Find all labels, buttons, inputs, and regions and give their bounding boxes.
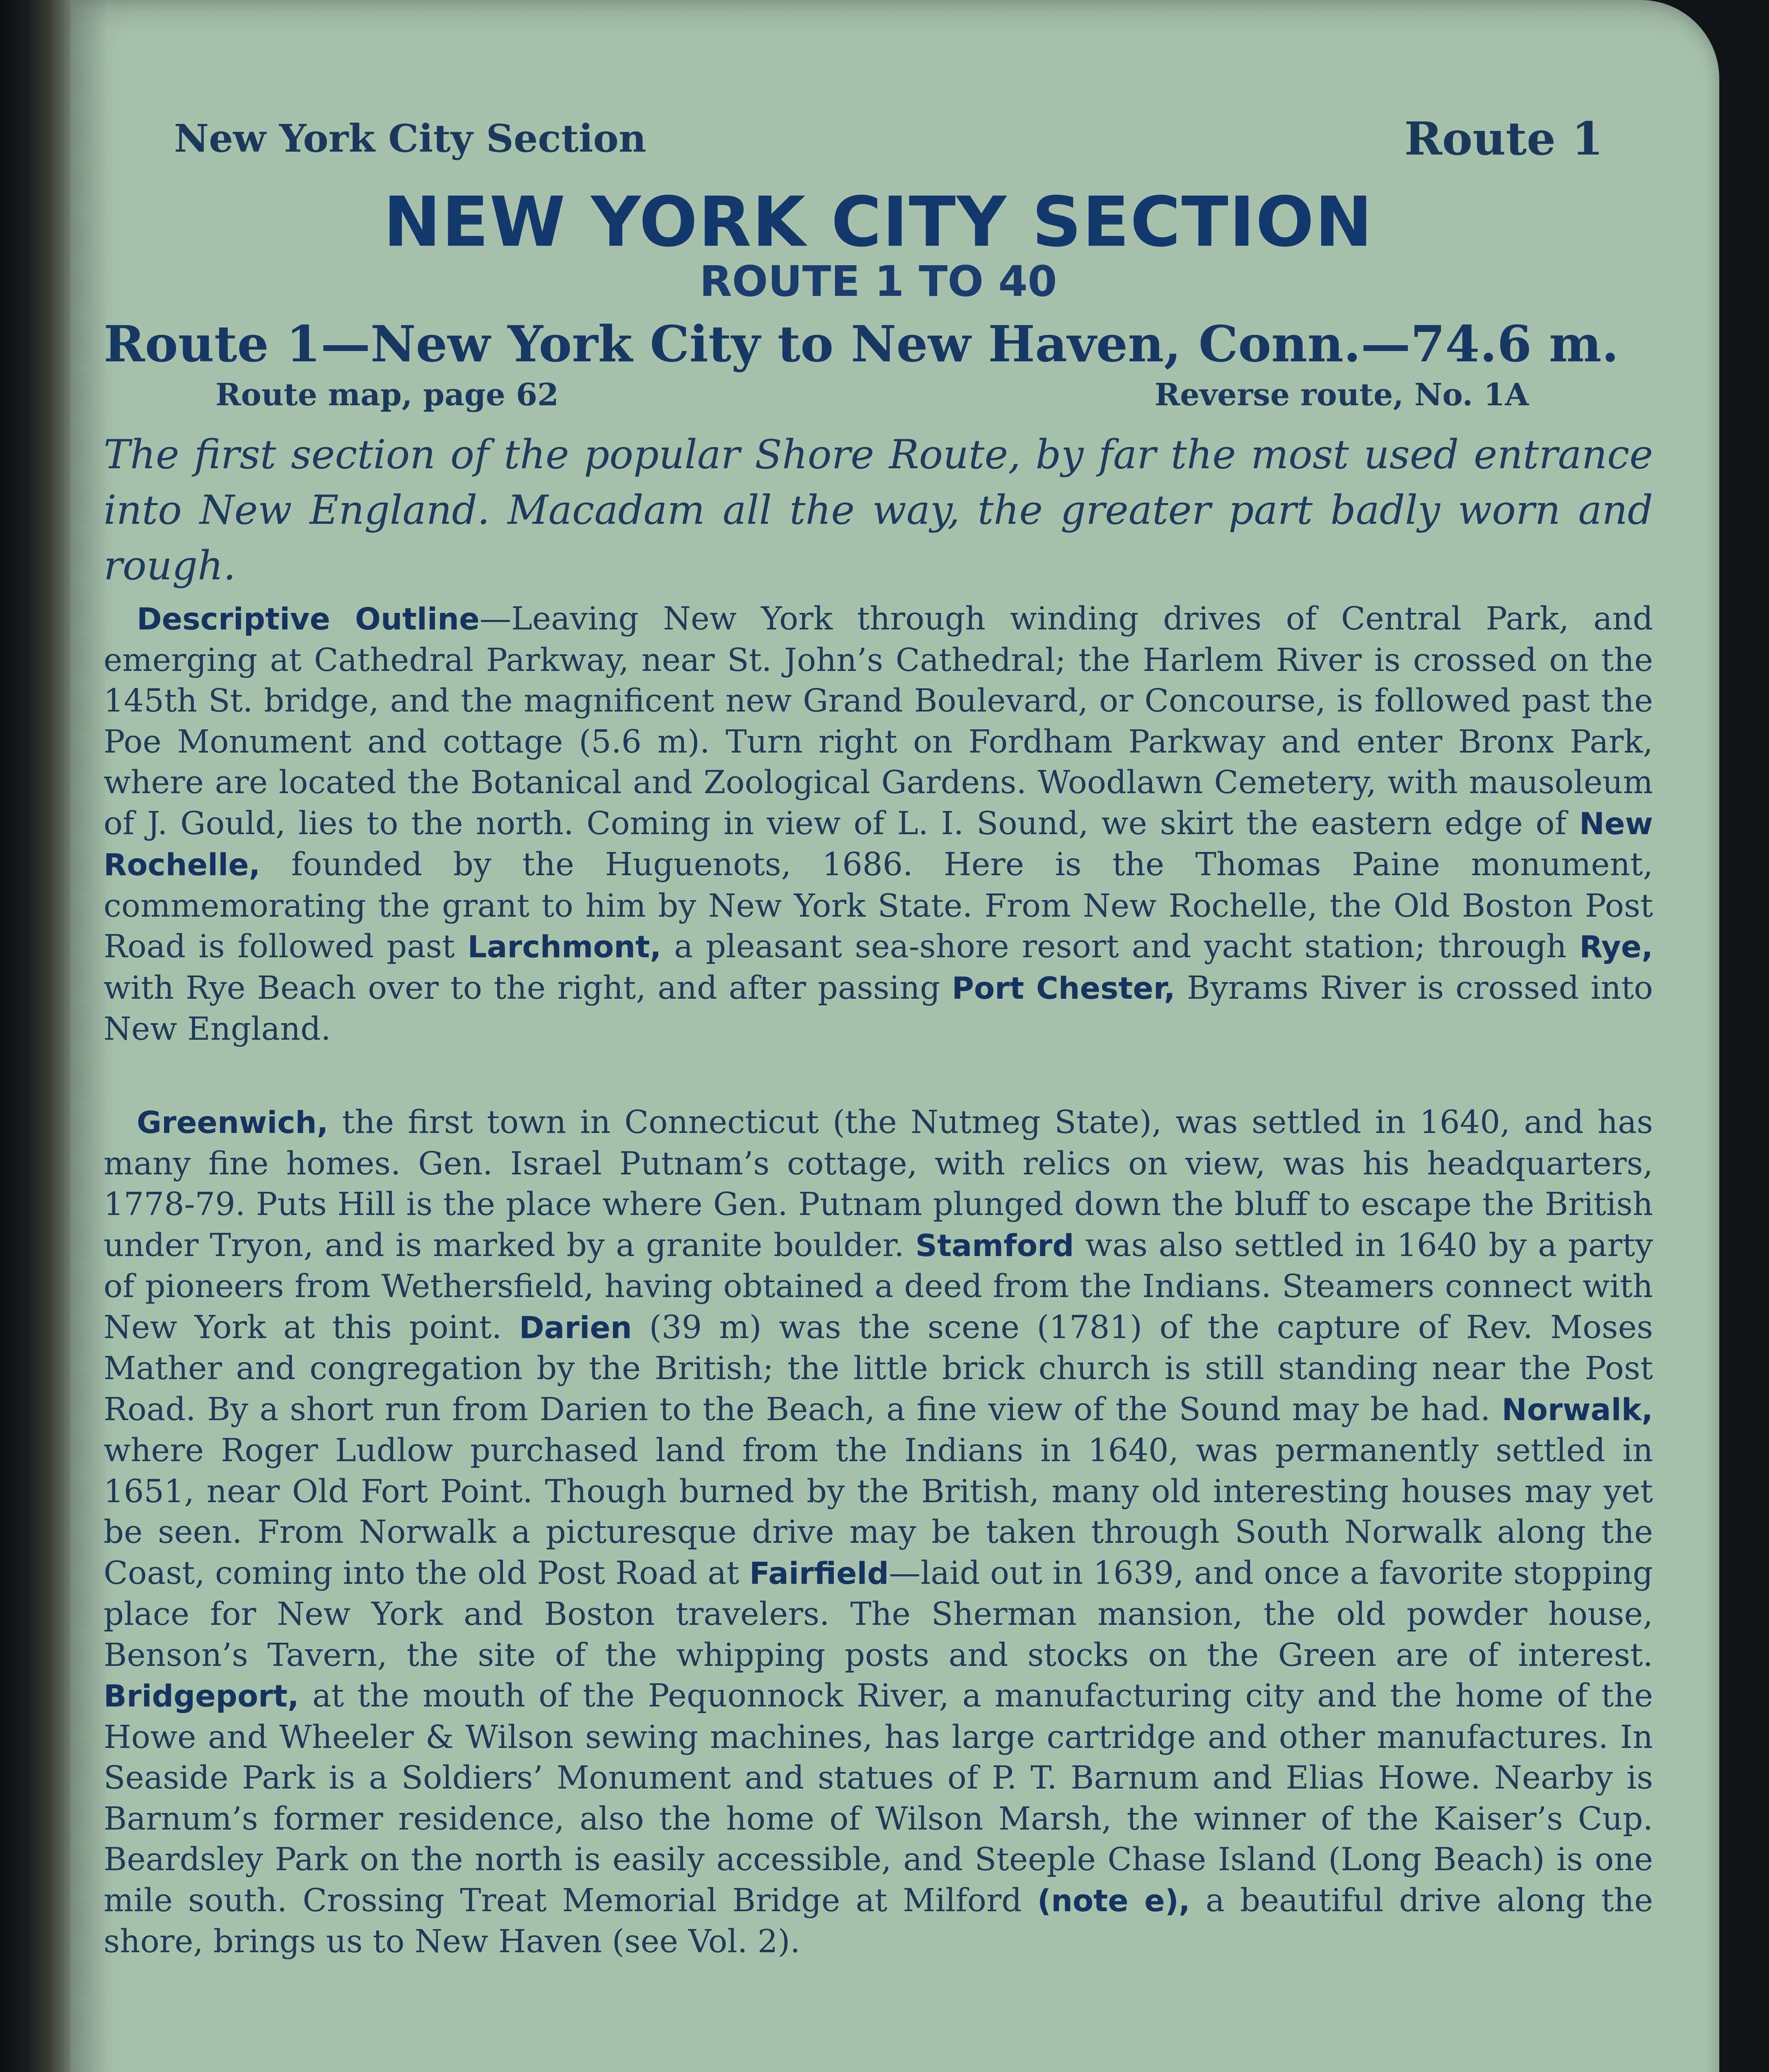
running-head-section: New York City Section	[174, 116, 646, 161]
bold-place-name: Stamford	[915, 1228, 1074, 1264]
route-map-ref: Route map, page 62	[215, 377, 559, 413]
bold-place-name: Darien	[519, 1310, 632, 1346]
body-text: where Roger Ludlow purchased land from the Indians in 1640, was permanently settled in 1651, near Old Fort Point. Though burned by the British, many old interesting houses may yet be seen. From Norwalk a picturesque drive may be taken through South Norwalk along the Coast, coming into the old Post Road at	[104, 1432, 1653, 1592]
body-text: Byrams River is crossed into New England.	[104, 969, 1653, 1048]
body-text: —laid out in 1639, and once a favorite stopping place for New York and Boston travelers. The Sherman mansion, the old powder house, Benson’s Tavern, the site of the whipping posts and stocks on the Green are of interest.	[104, 1554, 1653, 1674]
bold-place-name: Greenwich,	[137, 1105, 329, 1140]
page-subtitle: ROUTE 1 TO 40	[699, 257, 1057, 306]
paragraph-greenwich	[104, 1102, 1653, 1963]
body-text: a beautiful drive along the shore, brings us to New Haven (see Vol. 2).	[104, 1882, 1653, 1960]
intro-text: The first section of the popular Shore Route, by far the most used entrance into New England. Macadam all the way, the greater part badly worn and rough.	[104, 431, 1653, 589]
bold-place-name: (note e),	[1037, 1883, 1190, 1919]
body-text: —Leaving New York through winding drives of Central Park, and emerging at Cathedral Parkway, near St. John’s Cathedral; the Harlem River is crossed on the 145th St. bridge, and the magnificent new Grand Boulevard, or Concourse, is followed past the Poe Monument and cottage (5.6 m). Turn right on Fordham Parkway and enter Bronx Park, where are located the Botanical and Zoological Gardens. Woodlawn Cemetery, with mausoleum of J. Gould, lies to the north. Coming in view of L. I. Sound, we skirt the eastern edge of	[104, 600, 1653, 842]
body-text: with Rye Beach over to the right, and after passing	[104, 969, 952, 1007]
bold-place-name: Norwalk,	[1501, 1392, 1653, 1428]
paragraph-descriptive-outline	[104, 599, 1653, 1050]
bold-place-name: Larchmont,	[467, 929, 662, 965]
reverse-route-ref: Reverse route, No. 1A	[1154, 377, 1529, 413]
body-text: a pleasant sea-shore resort and yacht station; through	[661, 928, 1580, 965]
body-text: the first town in Connecticut (the Nutmeg State), was settled in 1640, and has many fine homes. Gen. Israel Putnam’s cottage, with relics on view, was his headquarters, 1778-79. Puts Hill is the place where Gen. Putnam plunged down the bluff to escape the British under Tryon, and is marked by a granite boulder.	[104, 1104, 1653, 1264]
body-text: at the mouth of the Pequonnock River, a manufacturing city and the home of the Howe and Wheeler & Wilson sewing machines, has large cartridge and other manufactures. In Seaside Park is a Soldiers’ Monument and statues of P. T. Barnum and Elias Howe. Nearby is Barnum’s former residence, also the home of Wilson Marsh, the winner of the Kaiser’s Cup. Beardsley Park on the north is easily accessible, and Steeple Chase Island (Long Beach) is one mile south. Crossing Treat Memorial Bridge at Milford	[104, 1677, 1653, 1919]
bold-place-name: Descriptive Outline	[137, 602, 480, 637]
body-text: founded by the Huguenots, 1686. Here is the Thomas Paine monument, commemorating the grant to him by New York State. From New Rochelle, the Old Boston Post Road is followed past	[104, 846, 1653, 965]
route-references	[215, 377, 1529, 419]
body-text: (39 m) was the scene (1781) of the capture of Rev. Moses Mather and congregation by the British; the little brick church is still standing near the Post Road. By a short run from Darien to the Beach, a fine view of the Sound may be had.	[104, 1309, 1653, 1428]
book-spine	[0, 0, 70, 2072]
body-text: was also settled in 1640 by a party of pioneers from Wethersfield, having obtained a deed from the Indians. Steamers connect with New York at this point.	[104, 1227, 1653, 1346]
bold-place-name: Fairfield	[749, 1556, 889, 1591]
bold-place-name: Rye,	[1579, 929, 1653, 965]
route-title: Route 1—New York City to New Haven, Conn.—74.6 m.	[104, 315, 1619, 373]
running-head	[174, 112, 1603, 178]
bold-place-name: Bridgeport,	[104, 1679, 299, 1714]
running-head-route: Route 1	[1404, 112, 1603, 165]
page-title: NEW YORK CITY SECTION	[383, 182, 1373, 262]
bold-place-name: New Rochelle,	[104, 806, 1653, 883]
bold-place-name: Port Chester,	[952, 971, 1176, 1006]
